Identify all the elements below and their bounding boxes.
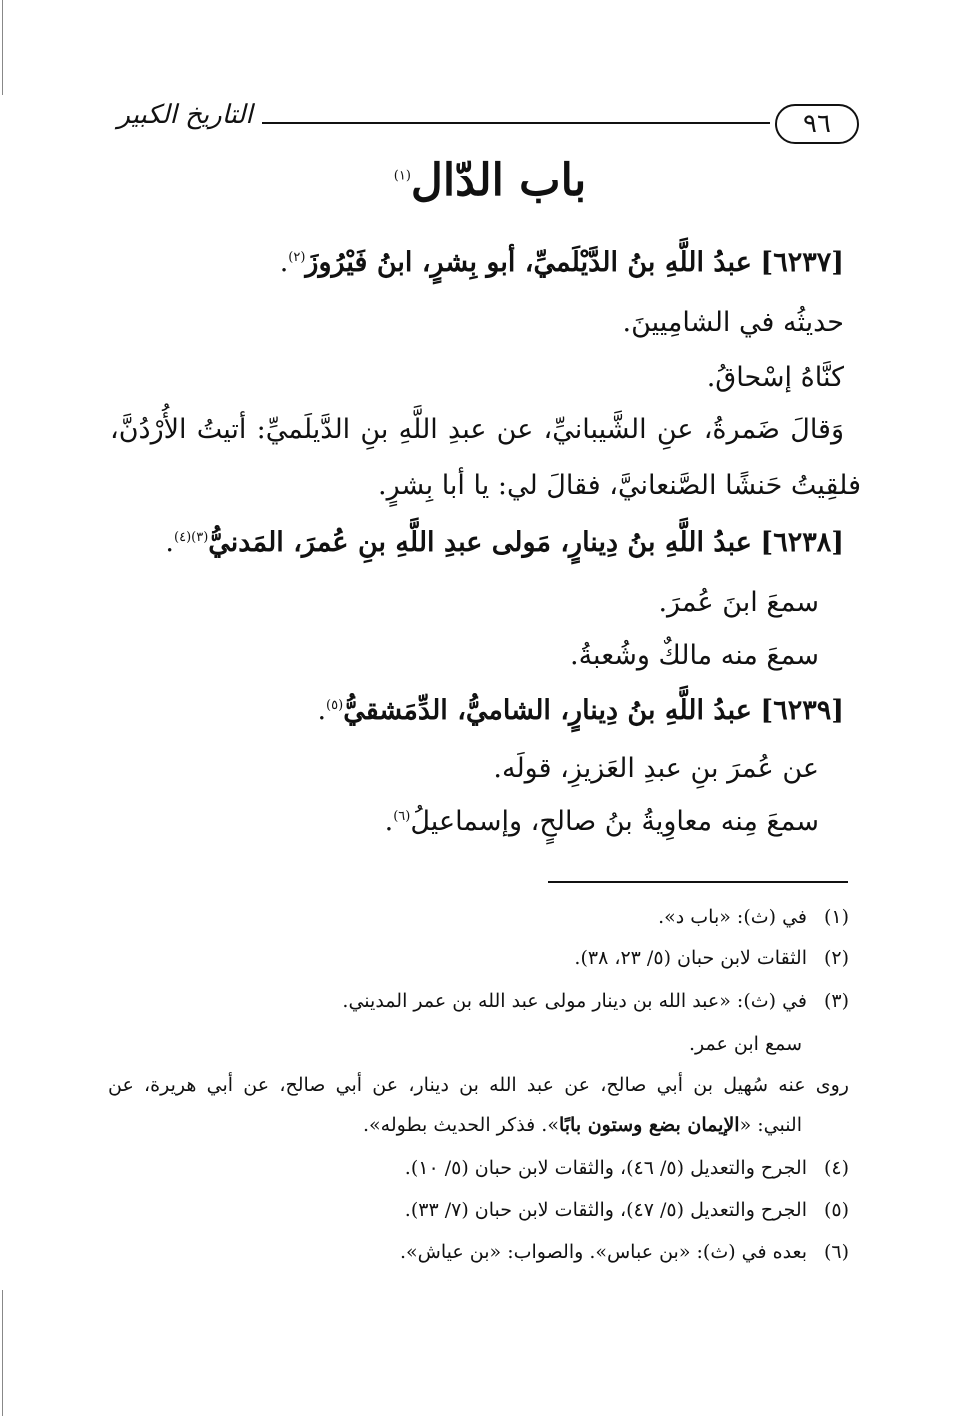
chapter-title-text: باب الدّال <box>410 155 587 206</box>
entry-end: . <box>279 247 289 278</box>
chapter-title <box>300 155 680 206</box>
footnote-continuation: سمع ابن عمر. <box>689 1033 802 1055</box>
entry-name: عبدُ اللَّهِ بنُ دِينارٍ، مَولى عبدِ اللَّهِ بنِ عُمرَ، المَدنيُّ <box>208 527 752 558</box>
footnote-ref: (٣)(٤) <box>174 530 209 545</box>
footnote-number: (٢) <box>823 947 849 969</box>
footnote-separator <box>548 881 848 883</box>
text-segment: سمعَ مِنه معاوِيةُ بنُ صالحٍ، وإسماعيلُ <box>410 806 819 837</box>
footnote-ref: (٦) <box>393 809 411 824</box>
footnote-number: (٦) <box>823 1241 849 1263</box>
footnote-continuation <box>363 1114 802 1136</box>
footnote <box>400 1241 849 1263</box>
footnote <box>405 1157 849 1179</box>
entry-end: . <box>165 527 174 558</box>
footnote-text: في (ث): «عبد الله بن دينار مولى عبد الله بن عمر المديني. <box>342 990 807 1012</box>
text-line: كنَّاهُ إسْحاقُ. <box>706 362 844 393</box>
text-segment: . <box>384 806 394 837</box>
text-line: وَقالَ ضَمرةُ، عنِ الشَّيبانيِّ، عن عبدِ اللَّهِ بنِ الدَّيلَميِّ: أتيتُ الأُرْدُنَّ، <box>110 414 844 445</box>
header-rule <box>262 122 770 124</box>
footnote-text: الجرح والتعديل (٥/ ٤٧)، والثقات لابن حبان (٧/ ٣٣). <box>404 1199 807 1221</box>
text-segment: النبي: « <box>739 1114 802 1136</box>
entry-number: [٦٢٣٩] <box>760 695 844 726</box>
footnote-text: في (ث): «باب د». <box>658 906 807 928</box>
footnote-number: (١) <box>823 906 849 928</box>
entry-name: عبدُ اللَّهِ بنُ دِينارٍ، الشاميُّ، الدِّمَشقيُّ <box>343 695 752 726</box>
text-line: عن عُمرَ بنِ عبدِ العَزيزِ، قولَه. <box>493 753 819 784</box>
entry-end: . <box>317 695 327 726</box>
entry-number: [٦٢٣٨] <box>760 527 844 558</box>
footnote-continuation: روى عنه سُهيل بن أبي صالح، عن عبد الله بن دينار، عن أبي صالح، عن أبي هريرة، عن <box>108 1074 849 1096</box>
footnote-text: الجرح والتعديل (٥/ ٤٦)، والثقات لابن حبان (٥/ ١٠). <box>404 1157 807 1179</box>
footnote-text: الثقات لابن حبان (٥/ ٢٣، ٣٨). <box>574 947 807 969</box>
footnote-number: (٣) <box>823 990 849 1012</box>
text-segment: ». فذكر الحديث بطوله». <box>363 1114 559 1136</box>
footnote <box>658 906 849 928</box>
footnote <box>342 990 849 1012</box>
footnote-ref: (٢) <box>288 250 306 265</box>
scan-edge-mark <box>2 1290 3 1416</box>
footnote <box>405 1199 849 1221</box>
footnote-text: بعده في (ث): «بن عباس». والصواب: «بن عياش». <box>400 1241 807 1263</box>
running-header-title: التاريخ الكبير <box>117 100 253 130</box>
entry-heading <box>317 695 844 726</box>
text-line: سمعَ منه مالكٌ وشُعبةُ. <box>570 640 819 671</box>
hadith-quote: الإيمان بضع وستون بابًا <box>558 1114 740 1136</box>
text-line <box>385 806 819 837</box>
footnote-number: (٥) <box>823 1199 849 1221</box>
text-line: سمعَ ابنَ عُمرَ. <box>658 587 819 618</box>
scan-edge-mark <box>2 0 3 95</box>
footnote-ref: (٥) <box>326 698 344 713</box>
text-line: حديثُه في الشامِيينَ. <box>622 307 844 338</box>
entry-heading <box>165 527 844 558</box>
entry-heading <box>280 247 844 278</box>
text-line: فلقِيتُ حَنشًا الصَّنعانيَّ، فقالَ لي: يا أبا بِشرٍ. <box>378 470 861 501</box>
footnote-number: (٤) <box>823 1157 849 1179</box>
page-number: ٩٦ <box>775 104 859 144</box>
footnote-ref: (١) <box>393 168 411 184</box>
entry-name: عبدُ اللَّهِ بنُ الدَّيْلَميِّ، أبو بِشرٍ، ابنُ فَيْرُوزَ <box>305 247 752 278</box>
footnote <box>574 947 849 969</box>
entry-number: [٦٢٣٧] <box>760 247 844 278</box>
